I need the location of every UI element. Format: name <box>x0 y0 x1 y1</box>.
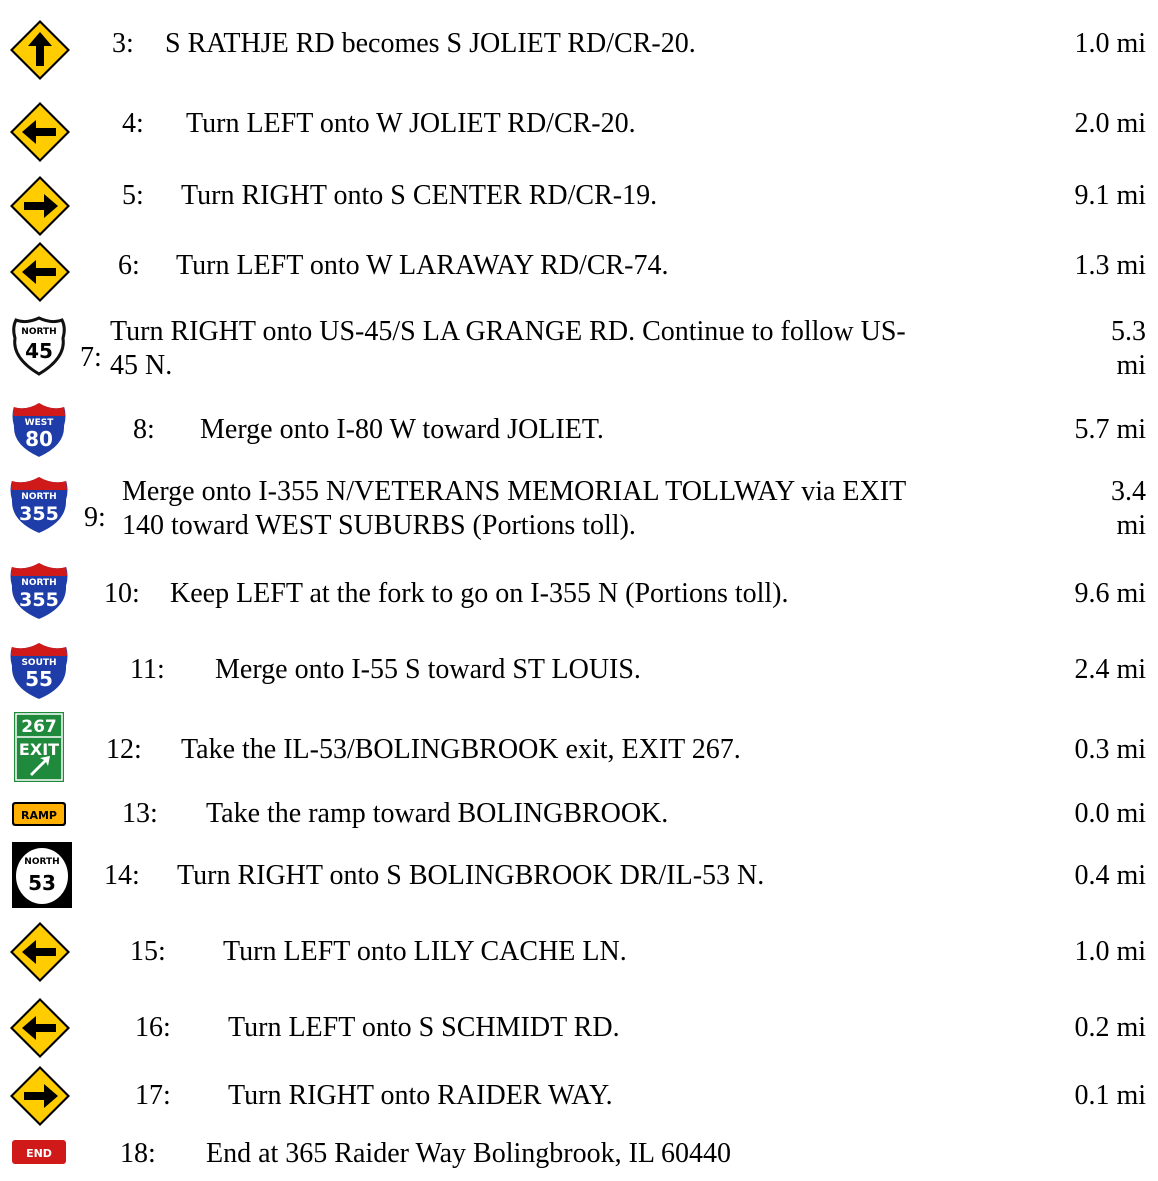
direction-row <box>0 92 1158 174</box>
shield-top-text: NORTH <box>21 578 57 588</box>
step-number: 12: <box>106 734 142 765</box>
step-number: 16: <box>135 1012 171 1043</box>
step-number: 8: <box>133 414 155 445</box>
step-instruction-line2: 140 toward WEST SUBURBS (Portions toll). <box>122 510 636 541</box>
direction-row <box>0 312 1158 392</box>
step-instruction-line1: Merge onto I-355 N/VETERANS MEMORIAL TOLLWAY via EXIT <box>122 476 907 507</box>
direction-row <box>0 918 1158 1000</box>
step-instruction: Merge onto I-55 S toward ST LOUIS. <box>215 654 641 685</box>
shield-top-text: WEST <box>24 418 54 428</box>
interstate-80-west-shield-icon <box>10 400 68 460</box>
interstate-55-south-shield-icon <box>8 640 70 702</box>
exit-number-text: 267 <box>21 717 57 737</box>
step-instruction: Turn LEFT onto W LARAWAY RD/CR-74. <box>176 250 669 281</box>
ramp-sign-icon <box>12 802 66 826</box>
direction-row <box>0 552 1158 632</box>
step-number: 7: <box>80 342 102 373</box>
step-distance: 0.2 mi <box>1074 1012 1146 1043</box>
step-distance: 1.3 mi <box>1074 250 1146 281</box>
step-distance: 5.7 mi <box>1074 414 1146 445</box>
ramp-sign-text: RAMP <box>21 809 57 822</box>
step-distance-line2: mi <box>1116 510 1146 541</box>
step-instruction: S RATHJE RD becomes S JOLIET RD/CR-20. <box>165 28 696 59</box>
step-number: 9: <box>84 502 106 533</box>
shield-number-text: 80 <box>25 427 53 451</box>
step-instruction: Turn RIGHT onto S BOLINGBROOK DR/IL-53 N. <box>177 860 765 891</box>
step-distance-line2: mi <box>1116 350 1146 381</box>
step-instruction-line2: 45 N. <box>110 350 173 381</box>
diamond-right-arrow-icon <box>8 174 72 238</box>
diamond-left-arrow-icon <box>8 100 72 164</box>
step-number: 10: <box>104 578 140 609</box>
step-number: 18: <box>120 1138 156 1169</box>
step-instruction: Merge onto I-80 W toward JOLIET. <box>200 414 604 445</box>
diamond-up-arrow-icon <box>8 18 72 82</box>
direction-row <box>0 0 1158 92</box>
step-instruction: Turn LEFT onto S SCHMIDT RD. <box>228 1012 620 1043</box>
shield-top-text: SOUTH <box>21 658 57 668</box>
step-number: 15: <box>130 936 166 967</box>
step-distance: 0.3 mi <box>1074 734 1146 765</box>
step-distance: 9.6 mi <box>1074 578 1146 609</box>
exit-label-text: EXIT <box>18 740 60 759</box>
interstate-355-north-shield-icon <box>8 560 70 622</box>
direction-row <box>0 632 1158 712</box>
exit-267-sign-icon <box>14 712 64 782</box>
shield-top-text: NORTH <box>24 857 60 867</box>
step-distance: 1.0 mi <box>1074 936 1146 967</box>
step-number: 11: <box>130 654 165 685</box>
direction-row <box>0 1130 1158 1178</box>
step-number: 3: <box>112 28 134 59</box>
step-distance-line1: 3.4 <box>1111 476 1146 507</box>
direction-row <box>0 472 1158 552</box>
step-number: 5: <box>122 180 144 211</box>
shield-number-text: 355 <box>19 503 59 525</box>
shield-number-text: 53 <box>28 871 56 895</box>
step-distance: 2.4 mi <box>1074 654 1146 685</box>
step-distance: 1.0 mi <box>1074 28 1146 59</box>
diamond-left-arrow-icon <box>8 240 72 304</box>
direction-row <box>0 240 1158 314</box>
direction-row <box>0 392 1158 472</box>
step-distance: 0.0 mi <box>1074 798 1146 829</box>
step-distance: 9.1 mi <box>1074 180 1146 211</box>
step-instruction: Keep LEFT at the fork to go on I-355 N (Portions toll). <box>170 578 789 609</box>
end-sign-text: END <box>26 1147 52 1160</box>
direction-row <box>0 1064 1158 1130</box>
step-distance: 0.4 mi <box>1074 860 1146 891</box>
diamond-left-arrow-icon <box>8 996 72 1060</box>
diamond-left-arrow-icon <box>8 920 72 984</box>
step-instruction: Turn LEFT onto LILY CACHE LN. <box>223 936 627 967</box>
shield-number-text: 45 <box>25 339 53 363</box>
step-instruction: Turn RIGHT onto RAIDER WAY. <box>228 1080 613 1111</box>
step-distance-line1: 5.3 <box>1111 316 1146 347</box>
step-instruction: Take the IL-53/BOLINGBROOK exit, EXIT 267. <box>181 734 741 765</box>
shield-top-text: NORTH <box>21 492 57 502</box>
end-sign-icon <box>12 1140 66 1164</box>
step-number: 4: <box>122 108 144 139</box>
step-instruction: Turn RIGHT onto S CENTER RD/CR-19. <box>181 180 658 211</box>
step-distance: 2.0 mi <box>1074 108 1146 139</box>
step-instruction: Turn LEFT onto W JOLIET RD/CR-20. <box>186 108 636 139</box>
step-instruction: Take the ramp toward BOLINGBROOK. <box>206 798 669 829</box>
direction-row <box>0 712 1158 796</box>
direction-row <box>0 842 1158 918</box>
diamond-right-arrow-icon <box>8 1064 72 1128</box>
shield-top-text: NORTH <box>21 327 57 337</box>
step-number: 14: <box>104 860 140 891</box>
il-53-north-shield-icon <box>12 842 72 908</box>
shield-number-text: 55 <box>25 667 53 691</box>
interstate-355-north-shield-icon <box>8 474 70 536</box>
step-instruction: End at 365 Raider Way Bolingbrook, IL 60440 <box>206 1138 731 1169</box>
step-number: 6: <box>118 250 140 281</box>
step-number: 17: <box>135 1080 171 1111</box>
step-instruction-line1: Turn RIGHT onto US-45/S LA GRANGE RD. Continue to follow US- <box>110 316 906 347</box>
us-route-45-north-shield-icon <box>10 316 68 376</box>
shield-number-text: 355 <box>19 589 59 611</box>
step-distance: 0.1 mi <box>1074 1080 1146 1111</box>
step-number: 13: <box>122 798 158 829</box>
